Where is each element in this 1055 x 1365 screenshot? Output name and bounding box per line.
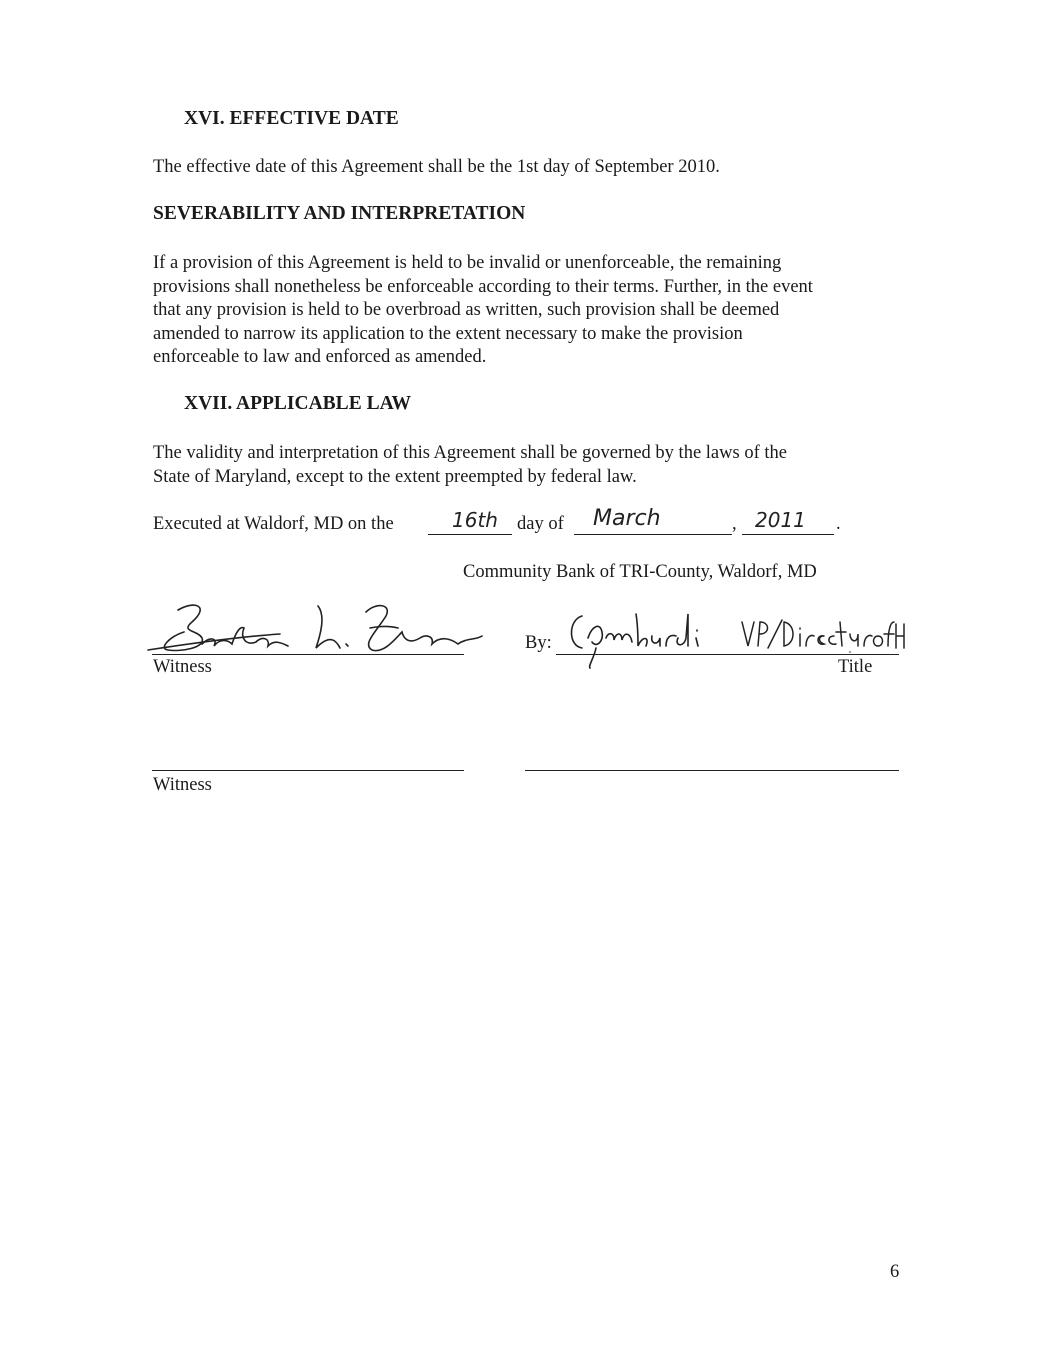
- effective-date-text: The effective date of this Agreement shall be the 1st day of September 2010.: [153, 157, 720, 177]
- execution-day-of: day of: [517, 514, 564, 534]
- severability-line: provisions shall nonetheless be enforceable according to their terms. Further, in the event: [153, 276, 813, 297]
- witness2-label: Witness: [153, 775, 212, 795]
- by-signature: [566, 608, 716, 670]
- month-blank-line: [574, 534, 732, 535]
- severability-line: If a provision of this Agreement is held to be invalid or unenforceable, the remaining: [153, 253, 782, 273]
- witness2-line: [152, 770, 464, 771]
- heading-applicable-law: XVII. APPLICABLE LAW: [184, 393, 412, 414]
- year-blank-line: [742, 534, 834, 535]
- title-label: Title: [838, 657, 873, 677]
- day-handwritten: 16th: [452, 508, 498, 532]
- company-name: Community Bank of TRI-County, Waldorf, MD: [463, 562, 817, 582]
- applicable-law-line: The validity and interpretation of this Agreement shall be governed by the laws of the: [153, 443, 787, 463]
- title-handwritten-signature: [738, 612, 908, 660]
- applicable-law-line: State of Maryland, except to the extent preempted by federal law.: [153, 466, 637, 487]
- severability-line: that any provision is held to be overbroad as written, such provision shall be deemed: [153, 300, 780, 320]
- by-label: By:: [525, 633, 552, 653]
- severability-line: amended to narrow its application to the extent necessary to make the provision: [153, 323, 743, 344]
- year-handwritten: 2011: [755, 508, 806, 532]
- witness1-signature: [140, 592, 490, 662]
- heading-severability: SEVERABILITY AND INTERPRETATION: [153, 203, 526, 224]
- heading-effective-date: XVI. EFFECTIVE DATE: [184, 108, 399, 129]
- execution-prefix: Executed at Waldorf, MD on the: [153, 514, 394, 534]
- applicable-law-paragraph: [153, 442, 787, 489]
- witness1-line: [152, 654, 464, 655]
- page-number: 6: [890, 1262, 900, 1282]
- execution-period: .: [836, 514, 841, 534]
- month-handwritten: March: [593, 506, 661, 531]
- severability-line: enforceable to law and enforced as amended.: [153, 347, 487, 367]
- day-blank-line: [428, 534, 512, 535]
- execution-comma: ,: [732, 514, 737, 534]
- severability-paragraph: [153, 252, 813, 370]
- second-signature-line: [525, 770, 899, 771]
- witness1-label: Witness: [153, 657, 212, 677]
